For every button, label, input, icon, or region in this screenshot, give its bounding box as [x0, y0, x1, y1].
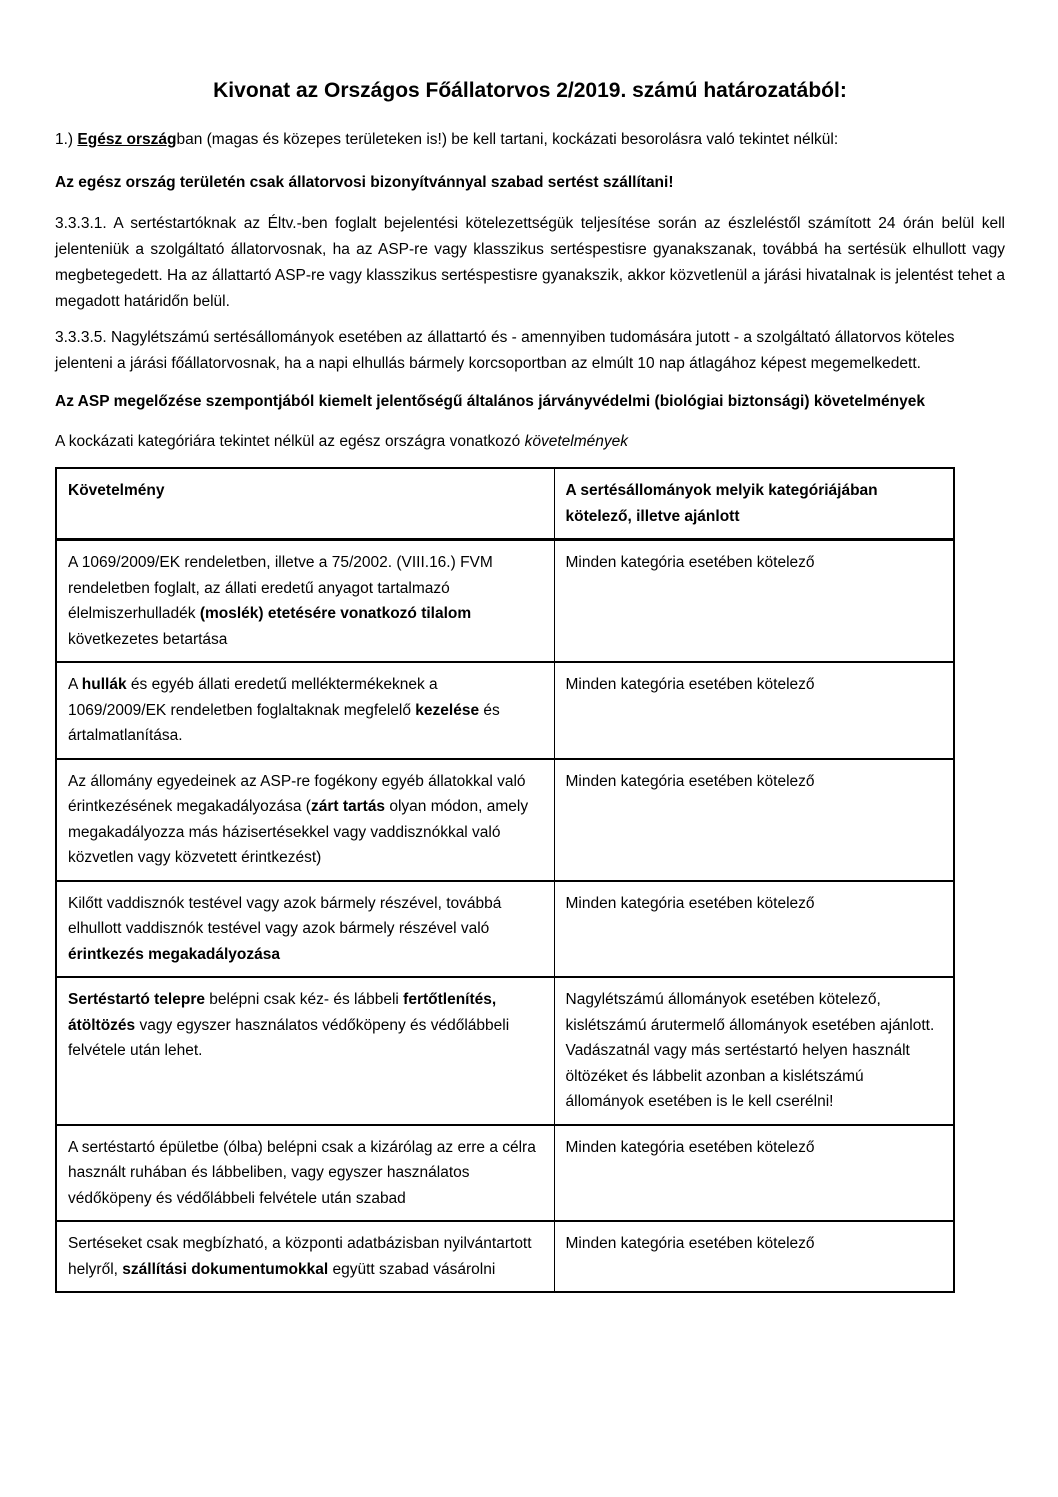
- text-run: 1.): [55, 131, 78, 148]
- requirement-cell: [56, 1125, 554, 1222]
- text-run: A: [68, 676, 82, 693]
- text-run: fertőtlenítés, átöltözés: [68, 991, 497, 1034]
- text-run: hullák: [81, 676, 127, 693]
- text-run: Minden kategória esetében kötelező: [565, 1138, 815, 1156]
- text-run: A kockázati kategóriára tekintet nélkül az egész országra vonatkozó: [55, 433, 525, 450]
- requirement-cell: [56, 540, 554, 663]
- table-row: [56, 1221, 954, 1292]
- table-row: [56, 759, 954, 881]
- text-run: A sertéstartó épületbe (ólba) belépni csak a kizárólag az erre a célra használt ruhában és lábbeliben, vagy egyszer használatos védőköpeny és védőlábbeli felvétele után szabad: [68, 1138, 536, 1207]
- text-run: Az állomány egyedeinek az ASP-re fogékony egyéb állatokkal való érintkezésének megakadályozása (: [68, 772, 526, 815]
- table-header-row: [56, 468, 954, 540]
- text-run: Minden kategória esetében kötelező: [565, 676, 815, 693]
- category-cell: [554, 662, 954, 759]
- category-cell: [554, 759, 954, 881]
- paragraph-intro: [55, 127, 1005, 153]
- text-run: zárt tartás: [310, 798, 386, 815]
- text-run: és egyéb állati eredetű melléktermékeknek a 1069/2009/EK rendeletben foglaltaknak megfelelő: [68, 676, 438, 719]
- requirement-cell: [56, 977, 554, 1125]
- table-row: [56, 662, 954, 759]
- paragraph-transport-rule: [55, 170, 1005, 196]
- text-run: Egész ország: [77, 131, 177, 148]
- text-run: belépni csak kéz- és lábbeli: [204, 991, 404, 1008]
- text-run: Követelmény: [68, 482, 165, 499]
- text-run: következetes betartása: [68, 630, 228, 648]
- table-row: [56, 540, 954, 663]
- text-run: érintkezés megakadályozása: [68, 945, 280, 963]
- text-run: 3.3.3.1. A sertéstartóknak az Éltv.-ben foglalt bejelentési kötelezettségük teljesítése során az észleléstől számított 24 órán belül kell jelenteniük a szolgáltató állatorvosnak, ha az ASP-re vagy klasszikus sertéspestisre gyanakszanak, továbbá ha sertésük elhullott vagy megbetegedett. Ha az állattartó ASP-re vagy klasszikus sertéspestisre gyanakszik, akkor közvetlenül a járási hivatalnak is jelentést tehet a megadott határidőn belül.: [55, 215, 1005, 310]
- table-row: [56, 977, 954, 1125]
- text-run: A sertésállományok melyik kategóriájában kötelező, illetve ajánlott: [565, 482, 878, 525]
- text-run: olyan módon, amely megakadályozza más házisertésekkel vagy vaddisznókkal való közvetlen vagy közvetett érintkezést): [68, 798, 529, 866]
- header-cell-category: [554, 468, 954, 540]
- category-cell: [554, 1221, 954, 1292]
- text-run: együtt szabad vásárolni: [328, 1260, 496, 1278]
- text-run: vagy egyszer használatos védőköpeny és védőlábbeli felvétele után lehet.: [68, 1016, 510, 1059]
- table-row: [56, 881, 954, 978]
- text-run: A 1069/2009/EK rendeletben, illetve a 75/2002. (VIII.16.) FVM rendeletben foglalt, az állati eredetű anyagot tartalmazó élelmiszerhulladék: [68, 554, 493, 622]
- text-run: Minden kategória esetében kötelező: [565, 1235, 815, 1252]
- text-run: 3.3.3.5. Nagylétszámú sertésállományok esetében az állattartó és - amennyiben tudomására jutott - a szolgáltató állatorvos köteles jelenteni a járási főállatorvosnak, ha a napi elhullás bármely korcsoportban az elmúlt 10 nap átlagához képest megemelkedett.: [55, 329, 955, 372]
- text-run: Az ASP megelőzése szempontjából kiemelt jelentőségű általános járványvédelmi (biológiai biztonsági) követelmények: [55, 393, 925, 410]
- requirement-cell: [56, 759, 554, 881]
- text-run: Sertéstartó telepre: [68, 991, 205, 1008]
- requirement-cell: [56, 662, 554, 759]
- paragraph-scope-note: [55, 429, 1005, 455]
- text-run: és ártalmatlanítása.: [68, 701, 500, 744]
- text-run: Az egész ország területén csak állatorvosi bizonyítvánnyal szabad sertést szállítani!: [55, 174, 674, 191]
- text-run: Nagylétszámú állományok esetében kötelező, kislétszámú árutermelő állományok esetében ajánlott. Vadászatnál vagy más sertéstartó helyen használt öltözéket és lábbelit azonban a kislétszámú állományok esetében is le kell cserélni!: [565, 991, 935, 1110]
- text-run: Kilőtt vaddisznók testével vagy azok bármely részével, továbbá elhullott vaddisznók testével vagy azok bármely részével való: [68, 894, 502, 937]
- text-run: szállítási dokumentumokkal: [122, 1260, 329, 1278]
- category-cell: [554, 977, 954, 1125]
- paragraph-3-3-3-5: [55, 325, 1005, 377]
- text-run: Minden kategória esetében kötelező: [565, 894, 815, 912]
- category-cell: [554, 540, 954, 663]
- text-run: követelmények: [524, 433, 628, 450]
- document-title: Kivonat az Országos Főállatorvos 2/2019. számú határozatából:: [213, 79, 847, 102]
- header-cell-requirement: [56, 468, 554, 540]
- requirements-table: [55, 467, 955, 1293]
- requirement-cell: [56, 1221, 554, 1292]
- text-run: ban (magas és közepes területeken is!) be kell tartani, kockázati besorolásra való tekintet nélkül:: [176, 131, 839, 148]
- category-cell: [554, 1125, 954, 1222]
- category-cell: [554, 881, 954, 978]
- text-run: Sertéseket csak megbízható, a központi adatbázisban nyilvántartott helyről,: [68, 1235, 532, 1278]
- text-run: Minden kategória esetében kötelező: [565, 554, 815, 571]
- text-run: kezelése: [415, 701, 480, 719]
- text-run: (moslék) etetésére vonatkozó tilalom: [199, 605, 472, 622]
- table-row: [56, 1125, 954, 1222]
- text-run: Minden kategória esetében kötelező: [565, 772, 815, 790]
- paragraph-3-3-3-1: [55, 211, 1005, 315]
- paragraph-asp-heading: [55, 389, 1005, 415]
- requirement-cell: [56, 881, 554, 978]
